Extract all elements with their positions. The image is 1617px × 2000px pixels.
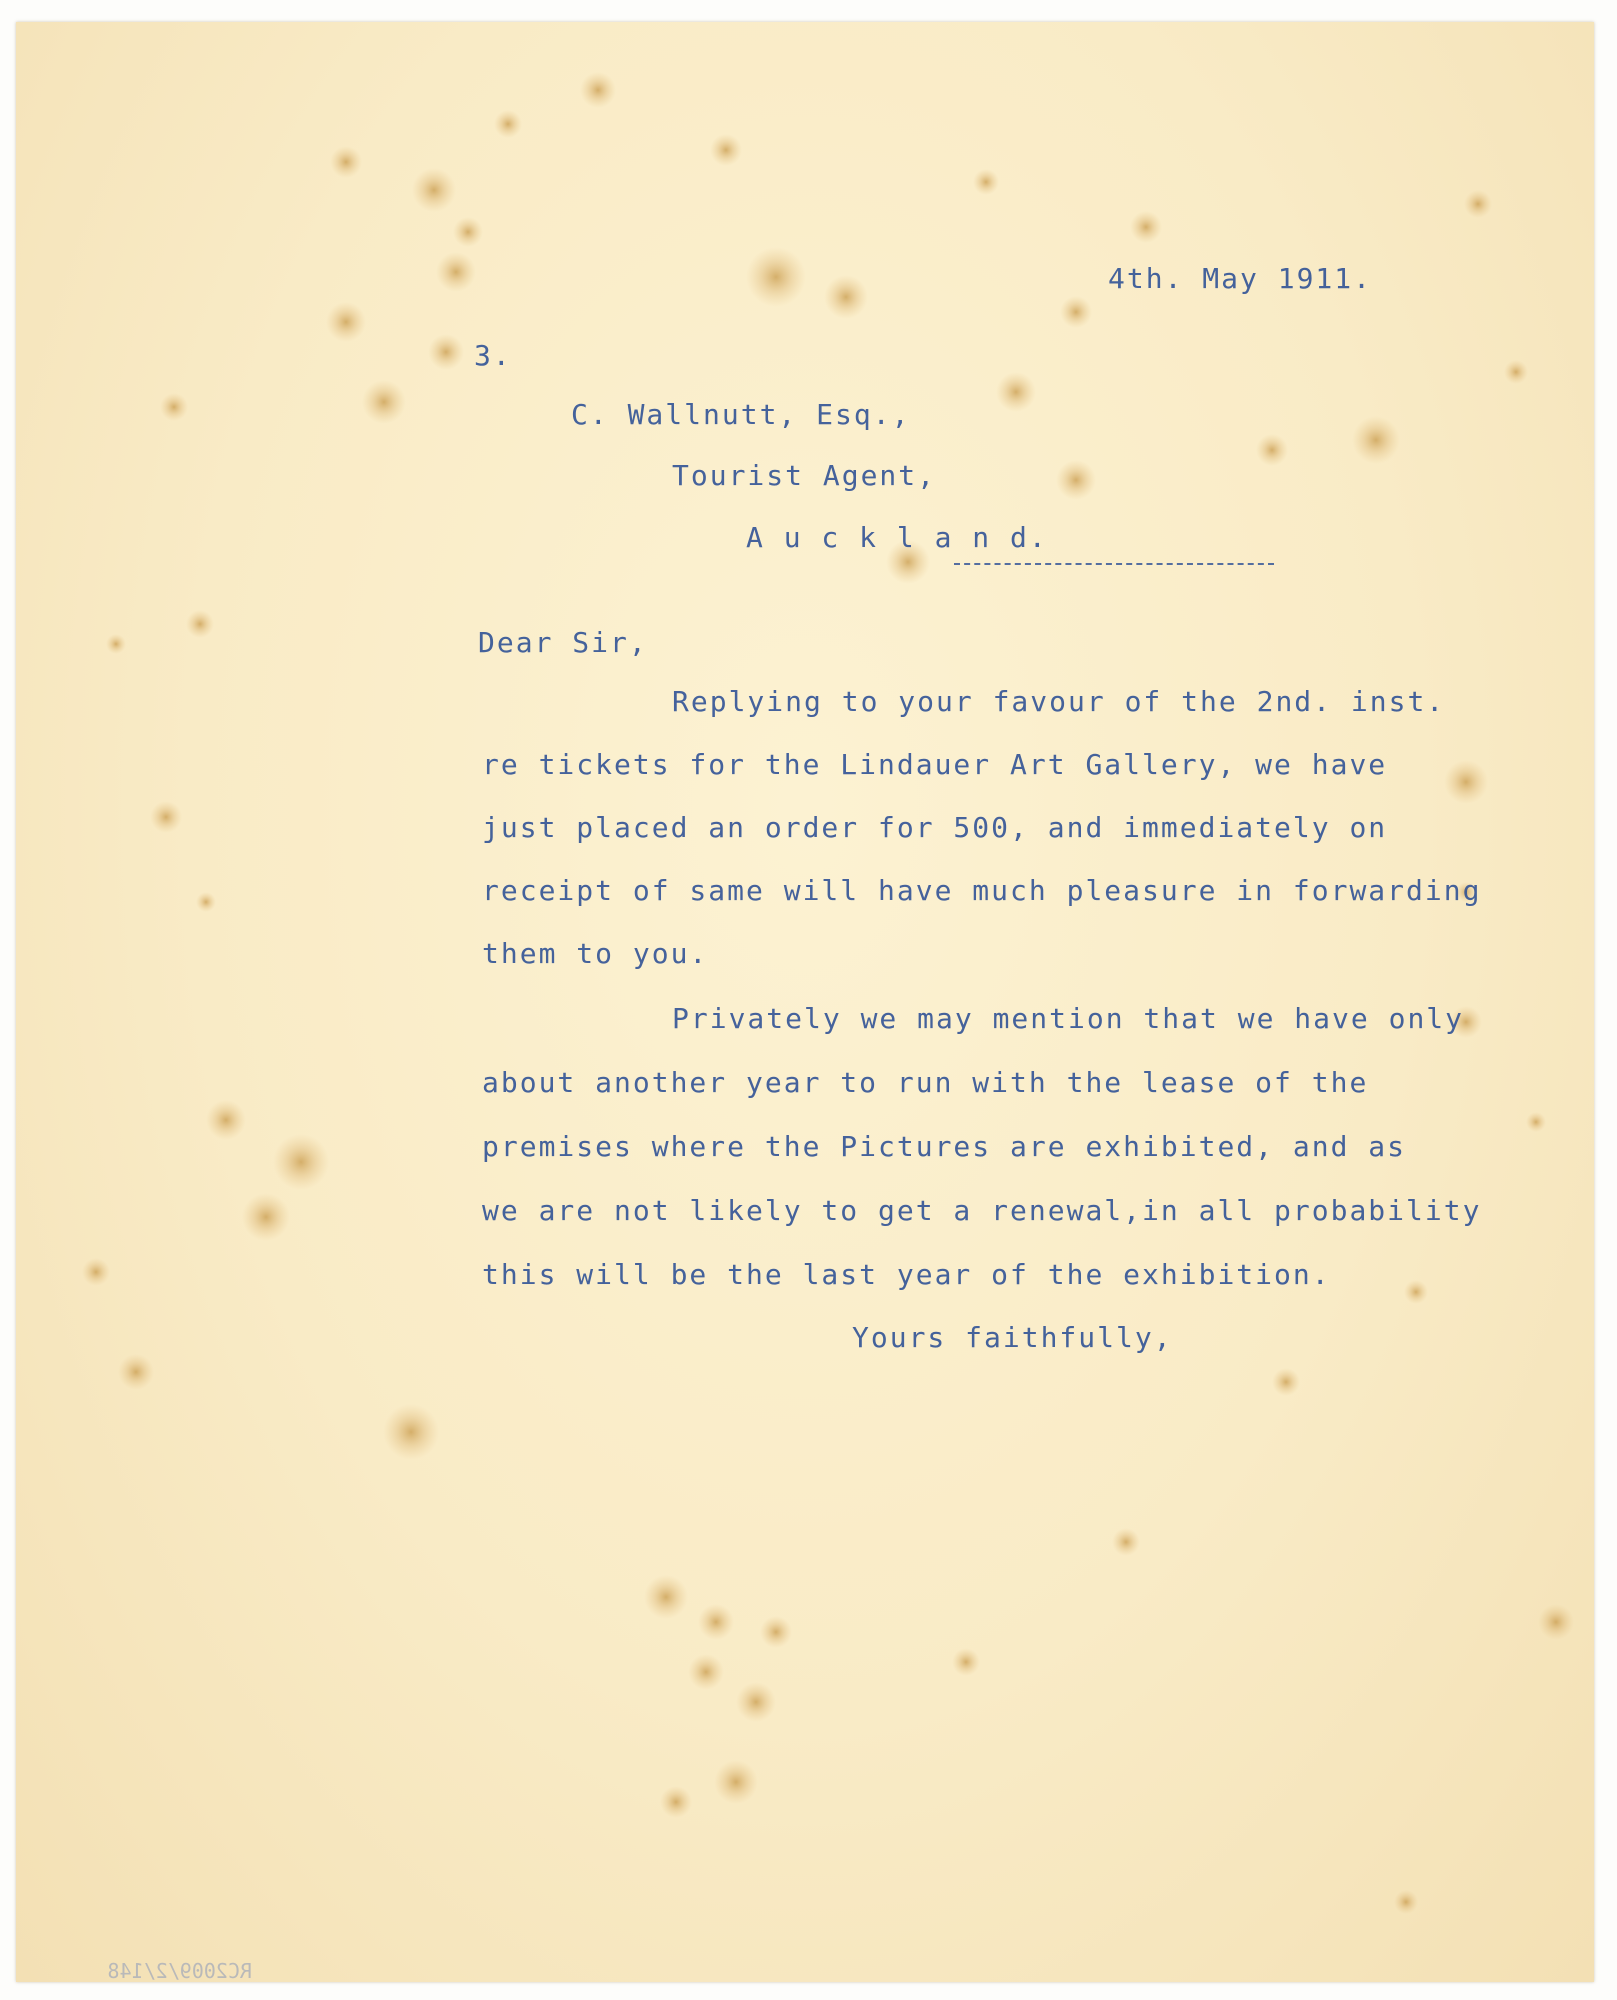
text-line: Replying to your favour of the 2nd. inst. [672,685,1446,718]
reference-number: 3. [474,339,512,372]
text-line: we are not likely to get a renewal,in all probability [482,1194,1482,1227]
closing: Yours faithfully, [852,1321,1173,1354]
text-line: just placed an order for 500, and immediately on [482,811,1388,844]
archive-ref-text: RC2009/2/148 [107,1959,252,1983]
letter-page [16,22,1594,1982]
text-line: this will be the last year of the exhibition. [482,1258,1331,1291]
text-line: Privately we may mention that we have only [672,1002,1465,1035]
letter-date: 4th. May 1911. [1108,262,1373,295]
salutation: Dear Sir, [478,626,648,659]
archive-stamp [92,1950,392,1990]
recipient-name: C. Wallnutt, Esq., [571,398,911,431]
text-line: about another year to run with the lease of the [482,1066,1369,1099]
recipient-title: Tourist Agent, [672,459,937,492]
recipient-city: A u c k l a n d. [746,521,1048,554]
text-line: re tickets for the Lindauer Art Gallery, we have [482,748,1388,781]
text-line: premises where the Pictures are exhibited, and as [482,1130,1407,1163]
text-line: receipt of same will have much pleasure in forwarding [482,874,1482,907]
underline-rule [954,563,1274,565]
text-line: them to you. [482,937,709,970]
